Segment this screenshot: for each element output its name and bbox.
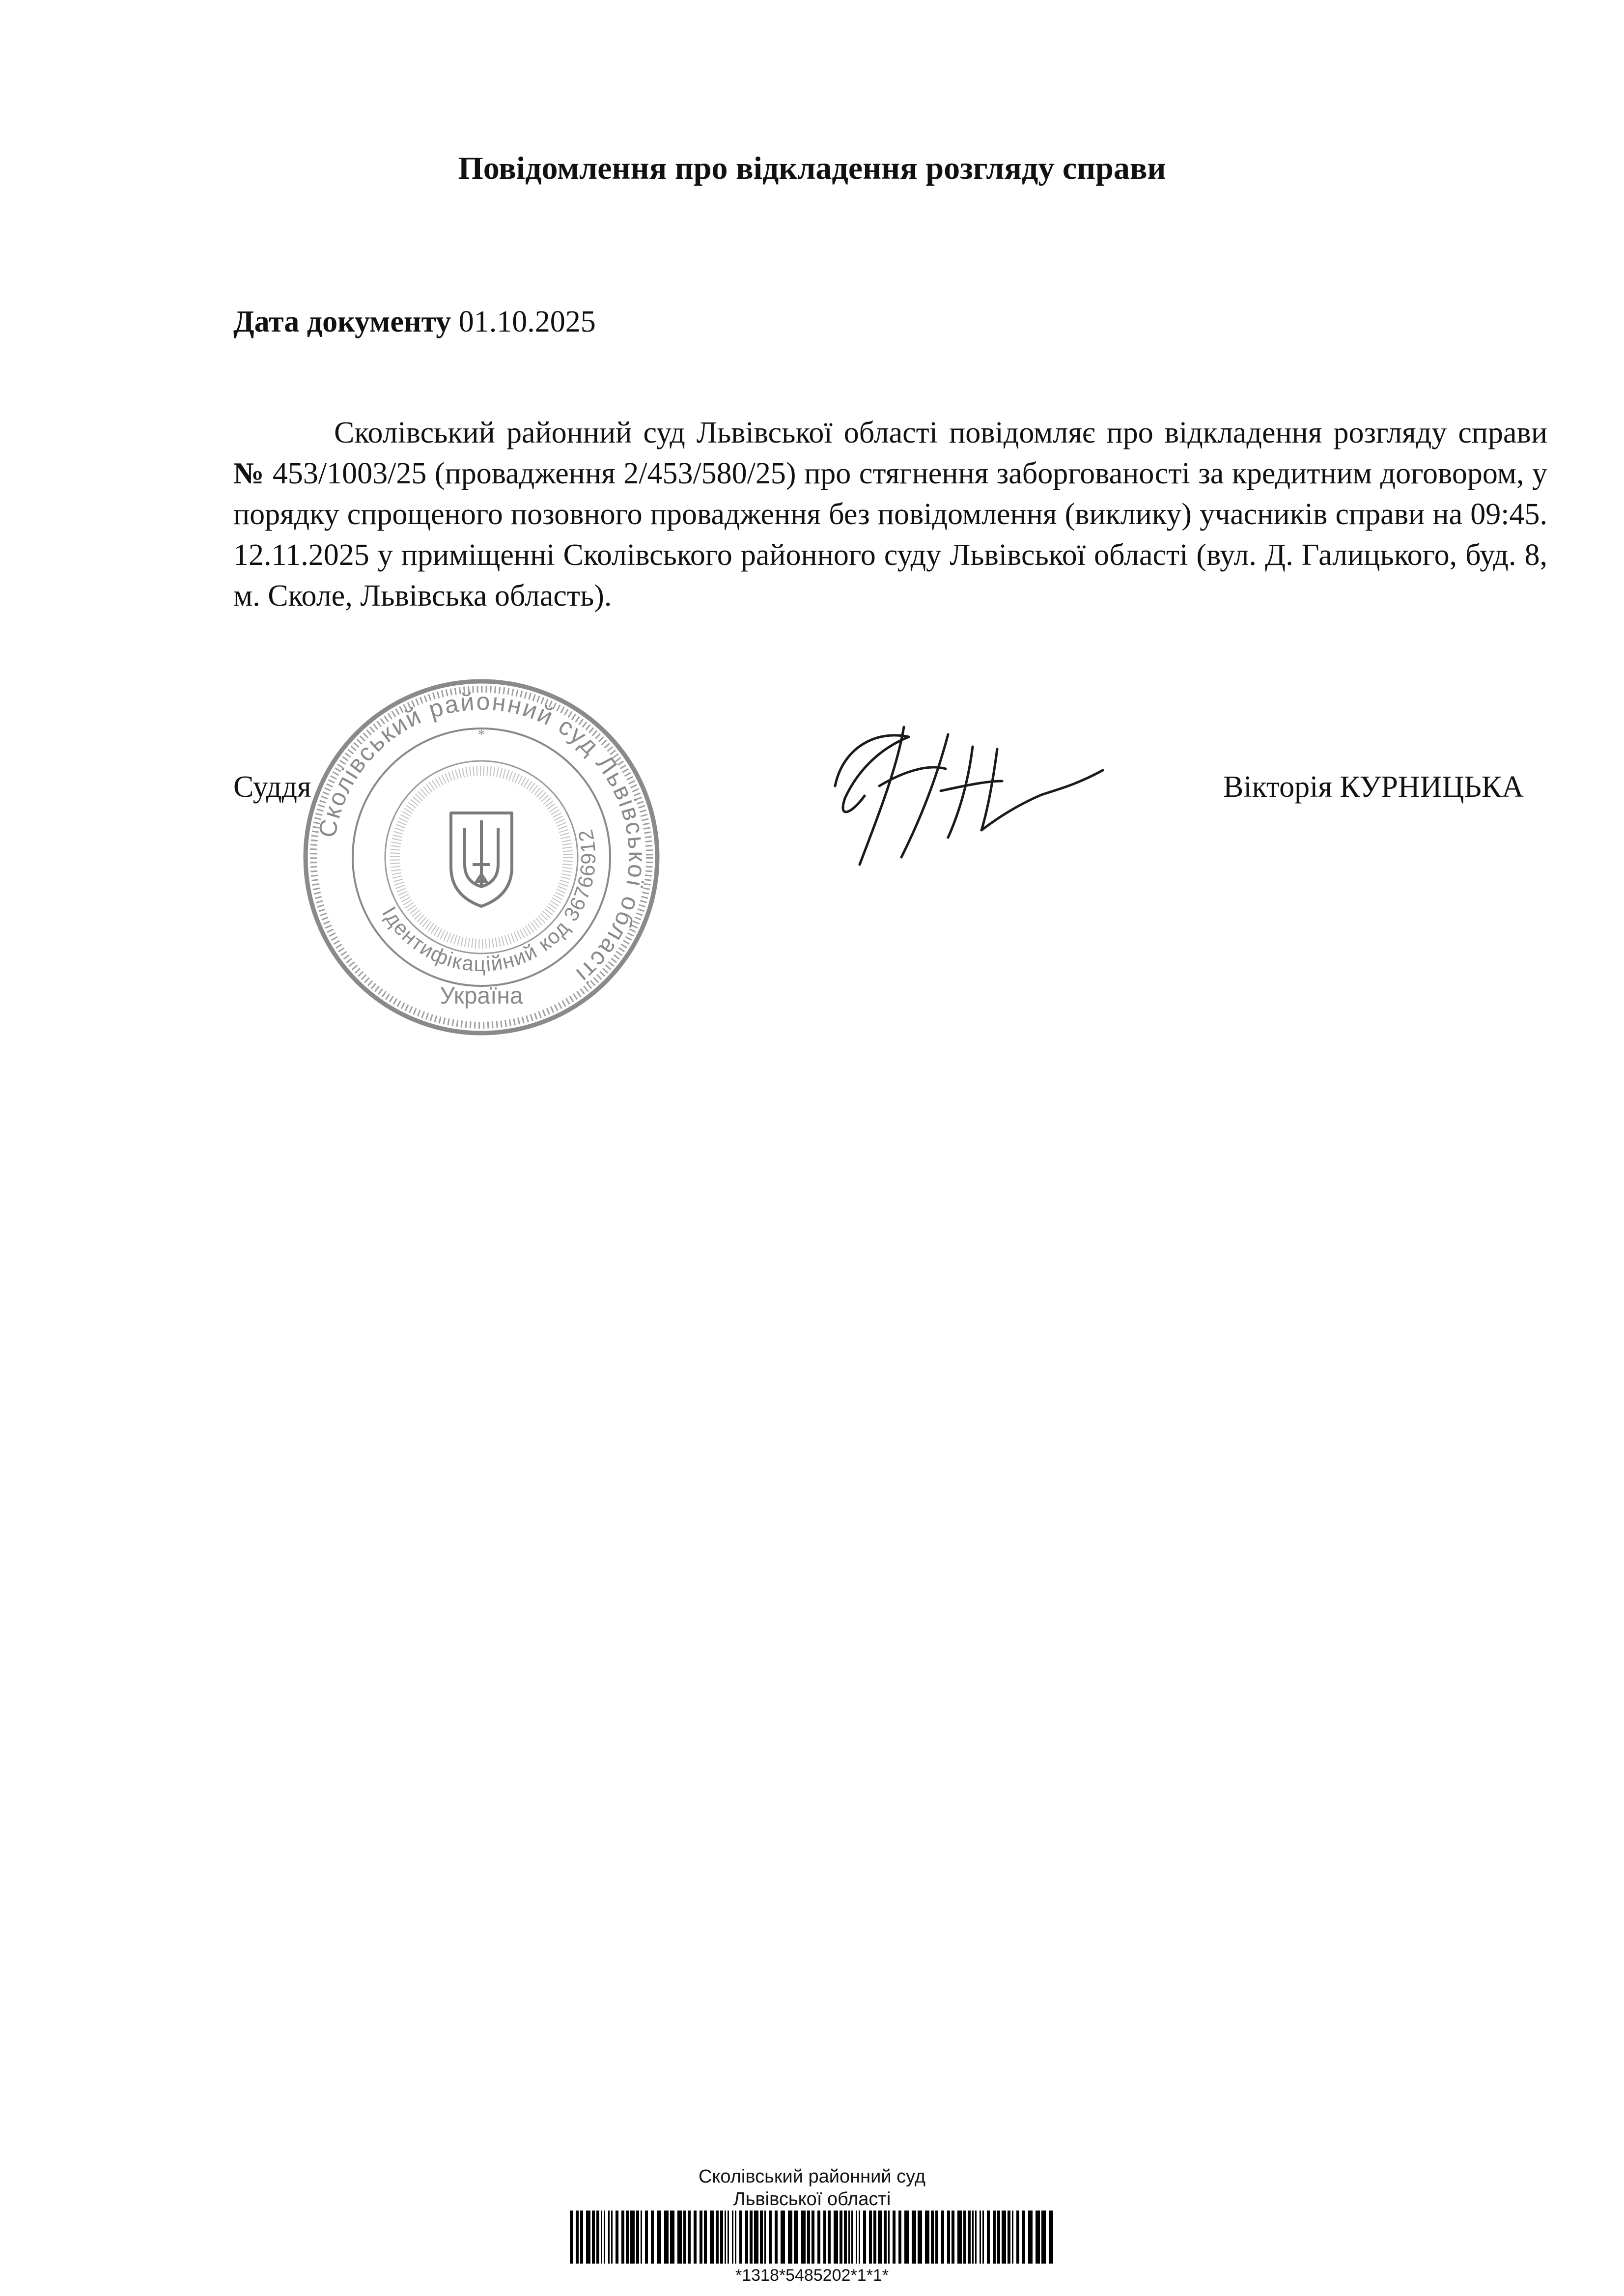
date-label: Дата документу <box>233 305 451 338</box>
document-title: Повідомлення про відкладення розгляду справи <box>458 150 1166 186</box>
judge-signature-icon <box>825 707 1120 874</box>
court-seal-icon <box>295 671 668 1044</box>
document-date <box>233 304 596 340</box>
judge-label: Суддя <box>233 770 311 804</box>
notice-text-part2: 453/1003/25 (провадження 2/453/580/25) про стягнення заборгованості за кредитним договором, у порядку спрощеного позовного провадження без повідомлення (виклику) учасників справи на 09:45. 12.11.2025 у приміщенні Сколівського районного суду Львівської області (вул. Д. Галицького, буд. 8, м. Сколе, Львівська область). <box>233 457 1547 613</box>
svg-text:*: * <box>477 727 485 743</box>
coat-of-arms-icon <box>451 813 512 906</box>
barcode-icon <box>570 2211 1056 2264</box>
date-value: 01.10.2025 <box>458 305 596 338</box>
footer-court-name <box>565 2165 1059 2211</box>
notice-body <box>233 413 1547 616</box>
footer-court-line2: Львівської області <box>733 2189 891 2210</box>
seal-bottom-text: Україна <box>440 983 523 1009</box>
judge-name: Вікторія КУРНИЦЬКА <box>1223 770 1524 804</box>
seal-inner-text: Ідентифікаційний код 36766912 <box>377 826 600 976</box>
seal-outer-text: Сколівський районний суд Львівської області <box>313 687 651 989</box>
case-number-sign: № <box>233 457 265 490</box>
notice-text-part1: Сколівський районний суд Львівської області повідомляє про відкладення розгляду справи <box>334 416 1547 449</box>
barcode-number: *1318*5485202*1*1* <box>735 2266 889 2285</box>
footer-court-line1: Сколівський районний суд <box>698 2166 926 2187</box>
